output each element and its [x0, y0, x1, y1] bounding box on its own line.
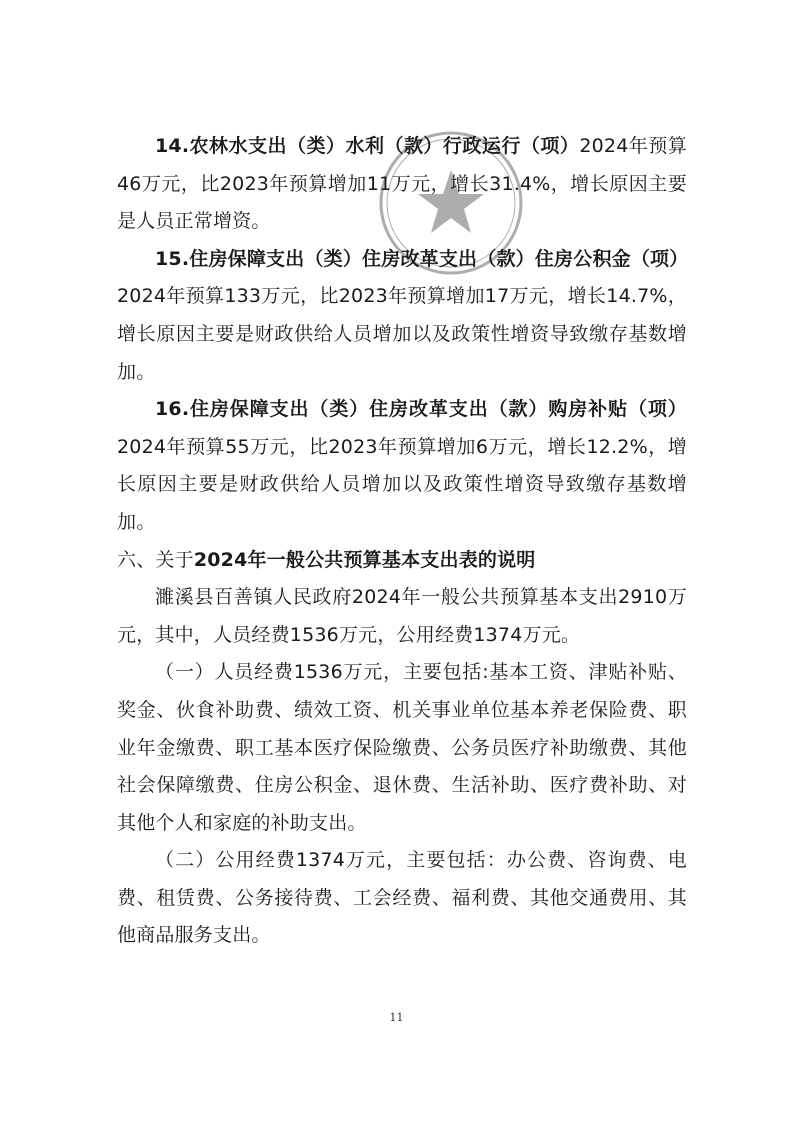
section-six-heading — [117, 542, 687, 580]
document-body — [117, 128, 687, 955]
item-14-heading: 14.农林水支出（类）水利（款）行政运行（项） — [155, 135, 580, 157]
personnel-expense-paragraph: （一）人员经费1536万元，主要包括:基本工资、津贴补贴、奖金、伙食补助费、绩效工资、机关事业单位基本养老保险费、职业年金缴费、职工基本医疗保险缴费、公务员医疗补助缴费、其他社会保障缴费、住房公积金、退休费、生活补助、医疗费补助、对其他个人和家庭的补助支出。 — [117, 661, 687, 834]
item-16-text: 2024年预算55万元，比2023年预算增加6万元，增长12.2%，增长原因主要是财政供给人员增加以及政策性增资导致缴存基数增加。 — [117, 435, 687, 533]
paragraph-item-15 — [117, 241, 687, 391]
item-14-text: 2024年预算46万元，比2023年预算增加11万元，增长31.4%，增长原因主要是人员正常增资。 — [117, 135, 687, 233]
paragraph-item-16 — [117, 391, 687, 541]
item-16-heading: 16.住房保障支出（类）住房改革支出（款）购房补贴（项） — [155, 398, 687, 421]
paragraph-item-14 — [117, 128, 687, 241]
section-six-prefix: 六、关于 — [117, 548, 194, 571]
item-15-text: 2024年预算133万元，比2023年预算增加17万元，增长14.7%，增长原因主要是财政供给人员增加以及政策性增资导致缴存基数增加。 — [117, 285, 687, 383]
page-number: 11 — [389, 1011, 404, 1024]
item-15-heading: 15.住房保障支出（类）住房改革支出（款）住房公积金（项） — [155, 247, 689, 270]
summary-paragraph: 濉溪县百善镇人民政府2024年一般公共预算基本支出2910万元，其中，人员经费1536万元，公用经费1374万元。 — [117, 586, 687, 646]
public-expense-paragraph: （二）公用经费1374万元，主要包括：办公费、咨询费、电费、租赁费、公务接待费、工会经费、福利费、其他交通费用、其他商品服务支出。 — [117, 849, 687, 947]
section-six-title: 2024年一般公共预算基本支出表的说明 — [193, 548, 536, 571]
